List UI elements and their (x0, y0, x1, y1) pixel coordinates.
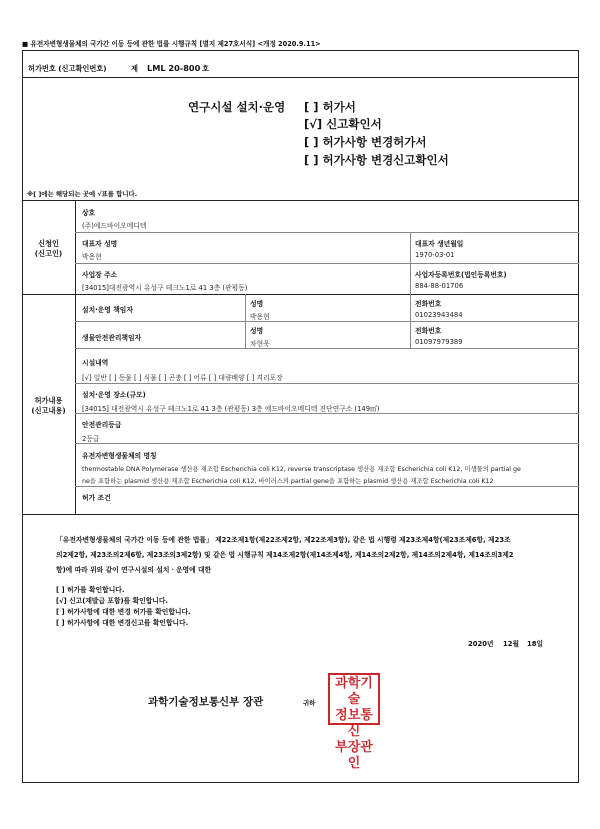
divider (75, 321, 579, 322)
divider (75, 486, 579, 487)
form-title: 연구시설 설치·운영 (188, 100, 286, 114)
date-day: 18일 (527, 640, 544, 648)
confirm-change-report: [ ] 허가사항에 대한 변경신고를 확인합니다. (56, 619, 189, 627)
safety-name-label: 성명 (250, 327, 264, 335)
bizno-value: 884-88-01706 (415, 282, 464, 290)
permit-content-label-line2: (신고내용) (31, 406, 66, 415)
check-note: ※[ ]에는 해당되는 곳에 √표를 합니다. (27, 190, 138, 198)
divider (22, 200, 579, 201)
manager-label: 설치·운영 책임자 (82, 306, 133, 314)
seal-line-2: 정보통신 (335, 708, 373, 739)
address-value: [34015]대전광역시 유성구 테크노1로 41 3층 (관평동) (82, 284, 248, 292)
date-year: 2020년 (468, 640, 494, 648)
title-option-permit: [ ] 허가서 (304, 100, 356, 114)
grade-value: 2등급 (82, 435, 100, 443)
title-option-change-permit: [ ] 허가사항 변경허가서 (304, 135, 427, 149)
permit-number-prefix: 제 (131, 64, 138, 73)
company-value: (주)에드바이오메디텍 (82, 222, 147, 230)
divider (22, 77, 579, 78)
applicant-label-line1: 신청인 (38, 239, 59, 248)
permit-content-row-label (22, 396, 75, 416)
rep-label: 대표자 성명 (82, 240, 118, 248)
divider (75, 294, 76, 514)
facility-types: [√] 일반 [ ] 동물 [ ] 식물 [ ] 곤충 [ ] 어류 [ ] 대량배양 [ ] 격리포장 (82, 374, 283, 382)
facility-label: 시설내역 (82, 359, 109, 367)
organism-label: 유전자변형생물체의 명칭 (82, 452, 157, 460)
applicant-row-label (22, 239, 75, 259)
authority-honorific: 귀하 (303, 699, 316, 707)
manager-phone-value: 01023943484 (415, 311, 463, 319)
location-label: 설치·운영 장소(규모) (82, 391, 146, 399)
organism-line-2: ne을 포함하는 plasmid 생산용 재조합 Escherichia coli K12, 바이러스의 partial gene을 포함하는 plasmid 생산용 재조합 Escherichia coli K12 (82, 478, 494, 485)
condition-label: 허가 조건 (82, 494, 111, 502)
statement-line-2: 의2제2항, 제23조의2제6항, 제23조의3제2항) 및 같은 법 시행규칙 제14조제2항(제14조제4항, 제14조의2제2항, 제14조의2제4항, 제14조의3제2 (56, 551, 514, 559)
authority-name: 과학기술정보통신부 장관 (148, 696, 264, 708)
manager-name-label: 성명 (250, 300, 264, 308)
confirm-change-permit: [ ] 허가사항에 대한 변경 허가를 확인합니다. (56, 608, 191, 616)
statement-line-3: 항)에 따라 위와 같이 연구시설의 설치ㆍ운영에 대한 (56, 566, 212, 574)
safety-phone-label: 전화번호 (415, 327, 442, 335)
divider (75, 232, 579, 233)
seal-line-3: 부장관인 (335, 740, 373, 771)
permit-content-label-line1: 허가내용 (34, 396, 63, 405)
organism-line-1: thermostable DNA Polymerase 생산용 재조합 Escherichia coli K12, reverse transcriptase 생산용 재조합 Escherichia coli K12, 미생물의 partial ge (82, 466, 521, 473)
address-label: 사업장 주소 (82, 271, 118, 279)
official-seal-stamp (328, 673, 380, 771)
confirm-report: [√] 신고(재발급 포함)를 확인합니다. (56, 597, 168, 605)
seal-line-1: 과학기술 (335, 676, 373, 707)
confirm-permit: [ ] 허가를 확인합니다. (56, 586, 125, 594)
divider (75, 348, 579, 349)
divider (75, 413, 579, 414)
bizno-label: 사업자등록번호(법인등록번호) (415, 271, 507, 279)
divider (75, 200, 76, 294)
form-frame (22, 50, 579, 783)
form-header-note: ■ 유전자변형생물체의 국가간 이동 등에 관한 법률 시행규칙 [별지 제27호서식] <개정 2020.9.11> (22, 40, 321, 48)
statement-line-1: 「유전자변형생물체의 국가간 이동 등에 관한 법률」 제22조제1항(제22조제2항, 제22조제3항), 같은 법 시행령 제23조제4항(제23조제6항, 제23조 (56, 536, 511, 544)
grade-label: 안전관리등급 (82, 421, 122, 429)
applicant-label-line2: (신고인) (34, 249, 63, 258)
divider (22, 514, 579, 515)
divider (75, 383, 579, 384)
safety-name-value: 차현욱 (250, 340, 270, 348)
divider (22, 294, 579, 295)
manager-phone-label: 전화번호 (415, 300, 442, 308)
safety-phone-value: 01097979389 (415, 338, 463, 346)
company-label: 상호 (82, 209, 96, 217)
permit-number: LML 20-800 (147, 63, 201, 73)
title-option-change-report: [ ] 허가사항 변경신고확인서 (304, 153, 449, 167)
safety-officer-label: 생물안전관리책임자 (82, 334, 142, 342)
birth-label: 대표자 생년월일 (415, 240, 464, 248)
title-option-report-confirm: [√] 신고확인서 (304, 117, 382, 131)
location-value: [34015] 대전광역시 유성구 테크노1로 41 3층 (관평동) 3층 에드바이오메디텍 진단연구소 (149㎡) (82, 405, 380, 413)
birth-value: 1970-03-01 (415, 251, 455, 259)
rep-value: 박용현 (82, 253, 102, 261)
divider (75, 443, 579, 444)
divider (75, 263, 579, 264)
permit-number-suffix: 호 (202, 64, 209, 73)
manager-name-value: 박용현 (250, 313, 270, 321)
date-month: 12월 (503, 640, 520, 648)
permit-number-label: 허가번호 (신고확인번호) (28, 64, 107, 73)
